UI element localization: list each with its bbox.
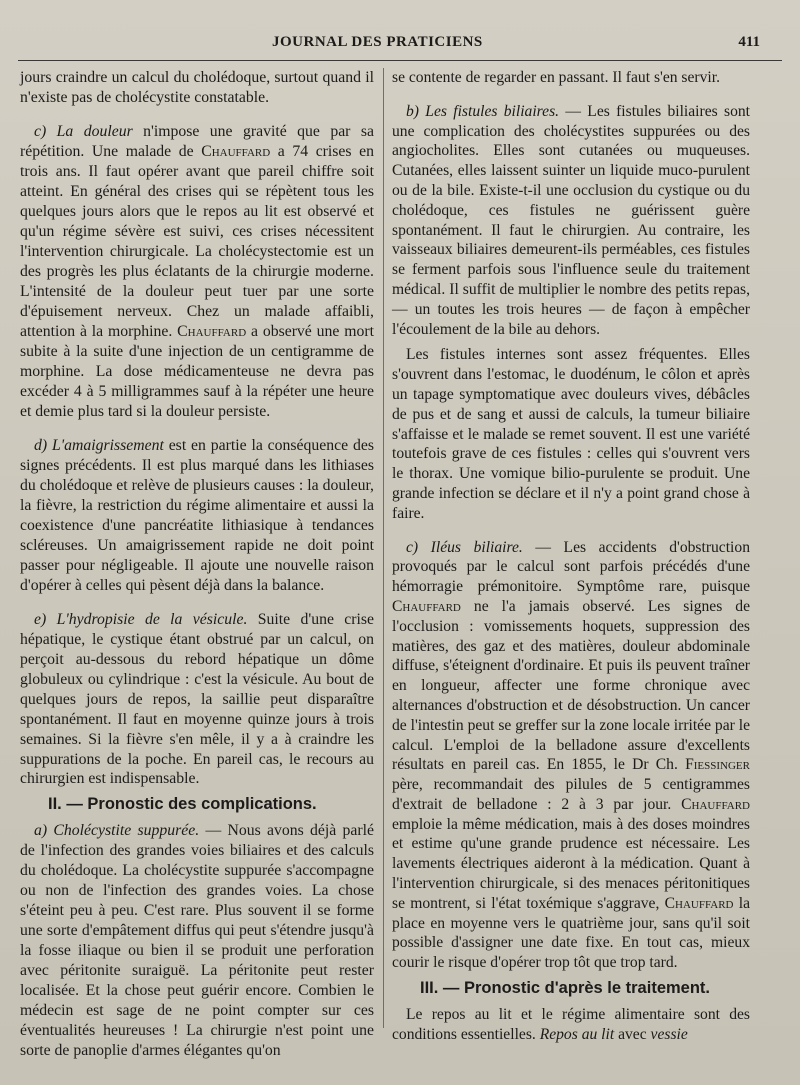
paragraph-ileus	[392, 538, 750, 974]
lead-hydropisie: e) L'hydropisie de la vésicule.	[34, 610, 248, 628]
text-segment: la place en moyenne vers le quatrième jour, sans qu'il soit possible d'assigner une date fixe. En tout cas, mieux courir le risque d'opérer trop tôt que trop tard.	[392, 894, 751, 972]
header-rule	[18, 60, 782, 61]
text-segment: avec	[614, 1025, 651, 1043]
page-number: 411	[738, 34, 760, 50]
page-header	[0, 34, 800, 54]
author-name: Fiessinger	[685, 756, 750, 774]
text-segment: emploie la même médication, mais à des doses moindres et estime qu'une grande prudence est nécessaire. Les lavements électriques aideront à la médication. Quant à l'intervention chirurgicale, si des menaces péritonitiques se montrent, si l'état toxémique s'aggrave,	[392, 815, 750, 912]
paragraph-amaigrissement	[20, 436, 374, 596]
lead-cholecystite: a) Cholécystite suppurée.	[34, 822, 200, 840]
emphasis-vessie: vessie	[650, 1025, 688, 1043]
text-segment: a 74 crises en trois ans. Il faut opérer avant que pareil chiffre soit atteint. En général des crises qui se répètent tous les quelques jours alors que le repos au lit est observé et qu'un régime sévère est suivi, ces crises nécessitent l'intervention chirurgicale. La cholécystectomie est un des progrès les plus éclatants de la chirurgie moderne. L'intensité de la douleur peut tuer par une sorte d'épuisement nerveux. Chez un malade affaibli, attention à la morphine.	[20, 142, 375, 340]
author-name: Chauffard	[681, 795, 750, 813]
running-title: JOURNAL DES PRATICIENS	[272, 34, 483, 50]
paragraph-douleur	[20, 122, 374, 422]
text-segment: ne l'a jamais observé. Les signes de l'occlusion : vomissements hoquets, suppression des matières, des gaz et des matières, douleur abdominale diffuse, s'éteignent d'ordinaire. Et puis ils peuvent traîner en longueur, affecter une forme chronique avec alternances d'obstruction et de désobstruction. Un cancer de l'intestin peut se greffer sur la zone locale irritée par le calcul. L'emploi de la belladone assure d'excellents résultats en pareil cas. En 1855, le Dr Ch.	[392, 597, 750, 774]
text-segment: n'impose une gravité que par sa répétition. Une malade de	[20, 122, 374, 160]
left-paragraph-continued: jours craindre un calcul du cholédoque, surtout quand il n'existe pas de cholécystite constatable.	[20, 69, 374, 106]
author-name: Chauffard	[392, 597, 461, 615]
paragraph-fistules-internes: Les fistules internes sont assez fréquentes. Elles s'ouvrent dans l'estomac, le duodénum, le côlon et après un tapage symptomatique avec douleurs vives, débâcles de pus et de sang et aussi de calculs, la tumeur biliaire s'affaisse et le malade se remet souvent. Il est une variété toutefois grave de ces fistules : celles qui s'ouvrent vers le thorax. Une vomique bilio-purulente se produit. Une grande infection se déclare et il n'y a point grand chose à faire.	[392, 346, 750, 522]
text-segment: père, recommandait des pilules de 5 centigrammes d'extrait de belladone : 2 à 3 par jour.	[392, 776, 750, 813]
column-divider	[383, 68, 384, 1028]
text-segment: Suite d'une crise hépatique, le cystique étant obstrué par un calcul, on perçoit au-dessous du rebord hépatique un dôme globuleux ou cylindrique : c'est la vésicule. Au bout de quelques jours de repos, la saillie peut disparaître spontanément. Il faut en moyenne quinze jours à trois semaines. Si la fièvre s'en mêle, il y a à craindre les suppurations de la poche. En pareil cas, le recours au chirurgien est indispensable.	[20, 610, 375, 788]
lead-amaigrissement: d) L'amaigrissement	[34, 436, 164, 454]
paragraph-cholecystite	[20, 821, 374, 1061]
text-segment: — Les fistules biliaires sont une complication des cholécystites suppurées ou des angiocholites. Elles sont cutanées ou muqueuses. Cutanées, elles laissent suinter un liquide muco-purulent ou de la bile. Existe-t-il une occlusion du cystique ou du cholédoque, ces fistules ne guérissent guère spontanément. Il faut le chirurgien. Au contraire, les vaisseaux biliaires demeurent-ils perméables, ces fistules se ferment parfois sous l'influence seule du traitement médical. Il suffit de multiplier le nombre des petits repas, — un toutes les trois heures — de façon à empêcher l'écoulement de la bile au dehors.	[392, 102, 751, 338]
author-name: Chauffard	[201, 142, 271, 160]
emphasis-repos: Repos au lit	[539, 1025, 615, 1043]
section-heading-ii: II. — Pronostic des complications.	[48, 795, 317, 814]
author-name: Chauffard	[177, 322, 247, 340]
text-segment: — Les accidents d'obstruction provoqués par le calcul sont parfois précédés d'une hémorragie prémonitoire. Symptôme rare, puisque	[392, 538, 750, 596]
right-column	[392, 68, 750, 1058]
lead-douleur: c) La douleur	[34, 122, 133, 140]
section-heading-iii: III. — Pronostic d'après le traitement.	[420, 979, 710, 998]
lead-ileus: c) Iléus biliaire.	[406, 538, 523, 556]
lead-fistules: b) Les fistules biliaires.	[406, 102, 560, 120]
paragraph-repos	[392, 1005, 750, 1045]
paragraph-hydropisie	[20, 610, 374, 790]
author-name: Chauffard	[664, 894, 734, 912]
left-column	[20, 68, 374, 1075]
text-segment: Le repos au lit et le régime alimentaire sont des conditions essentielles.	[392, 1005, 750, 1043]
right-paragraph-continued: se contente de regarder en passant. Il faut s'en servir.	[392, 69, 720, 86]
text-segment: a observé une mort subite à la suite d'une injection de un centigramme de morphine. La dose médicamenteuse ne devra pas excéder 4 à 5 milligrammes sauf à la répéter une heure et demie plus tard si la douleur persiste.	[20, 322, 374, 420]
paragraph-fistules	[392, 102, 750, 340]
text-segment: — Nous avons déjà parlé de l'infection des grandes voies biliaires et des calculs du cholédoque. La cholécystite suppurée s'accompagne ou non de l'infection des grandes voies. La chose s'éteint peu à peu. C'est rare. Plus souvent il se forme une sorte d'empâtement diffus qui peut s'étendre jusqu'à la fosse iliaque ou bien il se produit une perforation avec péritonite suraiguë. La péritonite peut rester localisée. Et la chose peut guérir encore. Combien le médecin est sage de ne point compter sur ces éventualités heureuses ! La chirurgie n'est point une sorte de panoplie d'armes élégantes qu'on	[20, 822, 374, 1060]
text-segment: est en partie la conséquence des signes précédents. Il est plus marqué dans les lithiases du cholédoque et relève de plusieurs causes : la douleur, la fièvre, la restriction du régime alimentaire et aussi la coexistence d'une pancréatite lithiasique à tendances scléreuses. Un amaigrissement rapide ne doit point passer pour négligeable. Il ajoute une nouvelle raison d'opérer à celles qui pèsent déjà dans la balance.	[20, 436, 374, 594]
